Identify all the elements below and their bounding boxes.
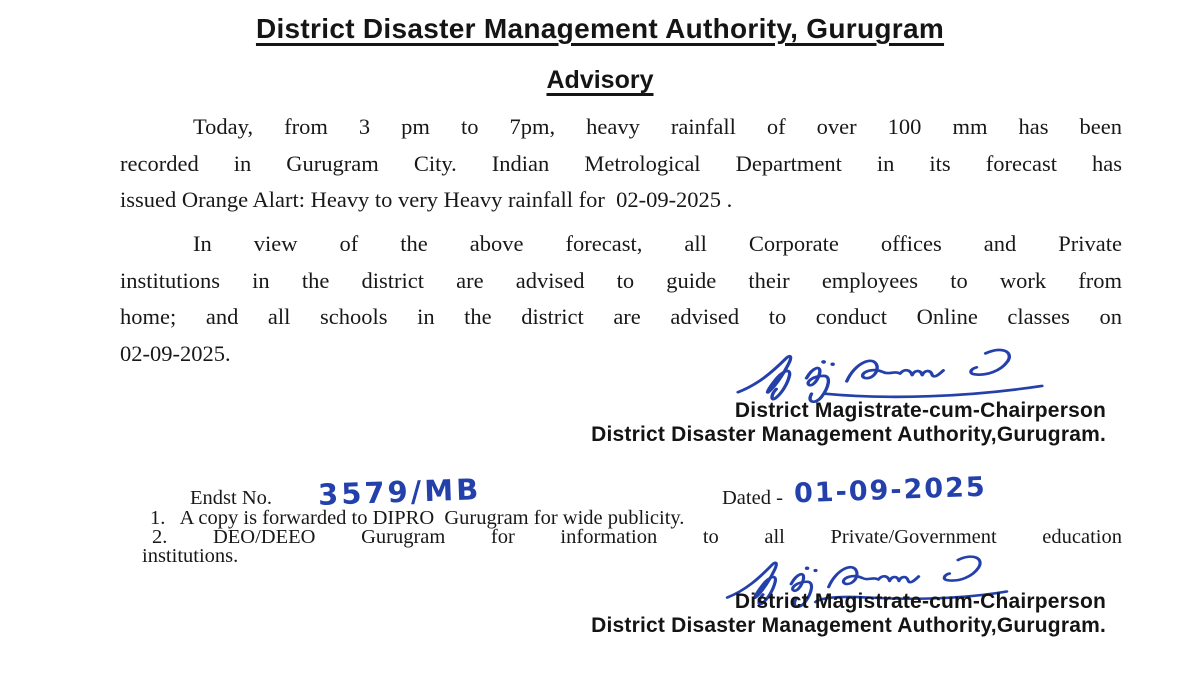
signatory-designation: District Magistrate-cum-Chairperson xyxy=(734,399,1106,422)
signatory-designation: District Magistrate-cum-Chairperson xyxy=(734,590,1106,613)
paragraph-line: 02-09-2025. xyxy=(120,340,231,366)
document-subtitle xyxy=(0,66,1200,95)
endorsement-item-2-continuation: institutions. xyxy=(142,545,239,567)
dated-label: Dated - xyxy=(722,487,783,509)
endst-no-label: Endst No. xyxy=(190,487,272,509)
signature-block-bottom xyxy=(591,590,1106,637)
endorsement-item-1: 1. A copy is forwarded to DIPRO Gurugram for wide publicity. xyxy=(150,507,685,529)
paragraph-line: home; and all schools in the district are advised to conduct Online classes on xyxy=(120,304,1122,330)
signature-block-top xyxy=(591,399,1106,446)
paragraph-line: issued Orange Alart: Heavy to very Heavy rainfall for 02-09-2025 . xyxy=(120,187,733,213)
paragraph-line: institutions in the district are advised to guide their employees to work from xyxy=(120,267,1122,293)
paragraph-line: Today, from 3 pm to 7pm, heavy rainfall of over 100 mm has been xyxy=(193,114,1122,139)
document-title xyxy=(0,13,1200,45)
document-subtitle-text: Advisory xyxy=(546,66,654,94)
date-handwritten: 01-09-2025 xyxy=(793,471,988,510)
signature-handwritten-top xyxy=(728,341,1050,403)
signatory-organization: District Disaster Management Authority,Gurugram. xyxy=(591,613,1106,637)
paragraph-line: recorded in Gurugram City. Indian Metrological Department in its forecast has xyxy=(120,150,1122,176)
endst-number-handwritten: 3579/MB xyxy=(317,472,482,512)
document-title-text: District Disaster Management Authority, Gurugram xyxy=(255,13,945,44)
paragraph-line: In view of the above forecast, all Corporate offices and Private xyxy=(193,231,1122,256)
endorsement-item-2: 2. DEO/DEEO Gurugram for information to all Private/Government education xyxy=(152,526,1122,548)
paragraph-rainfall-report xyxy=(120,109,1122,219)
signatory-organization: District Disaster Management Authority,Gurugram. xyxy=(591,422,1106,446)
